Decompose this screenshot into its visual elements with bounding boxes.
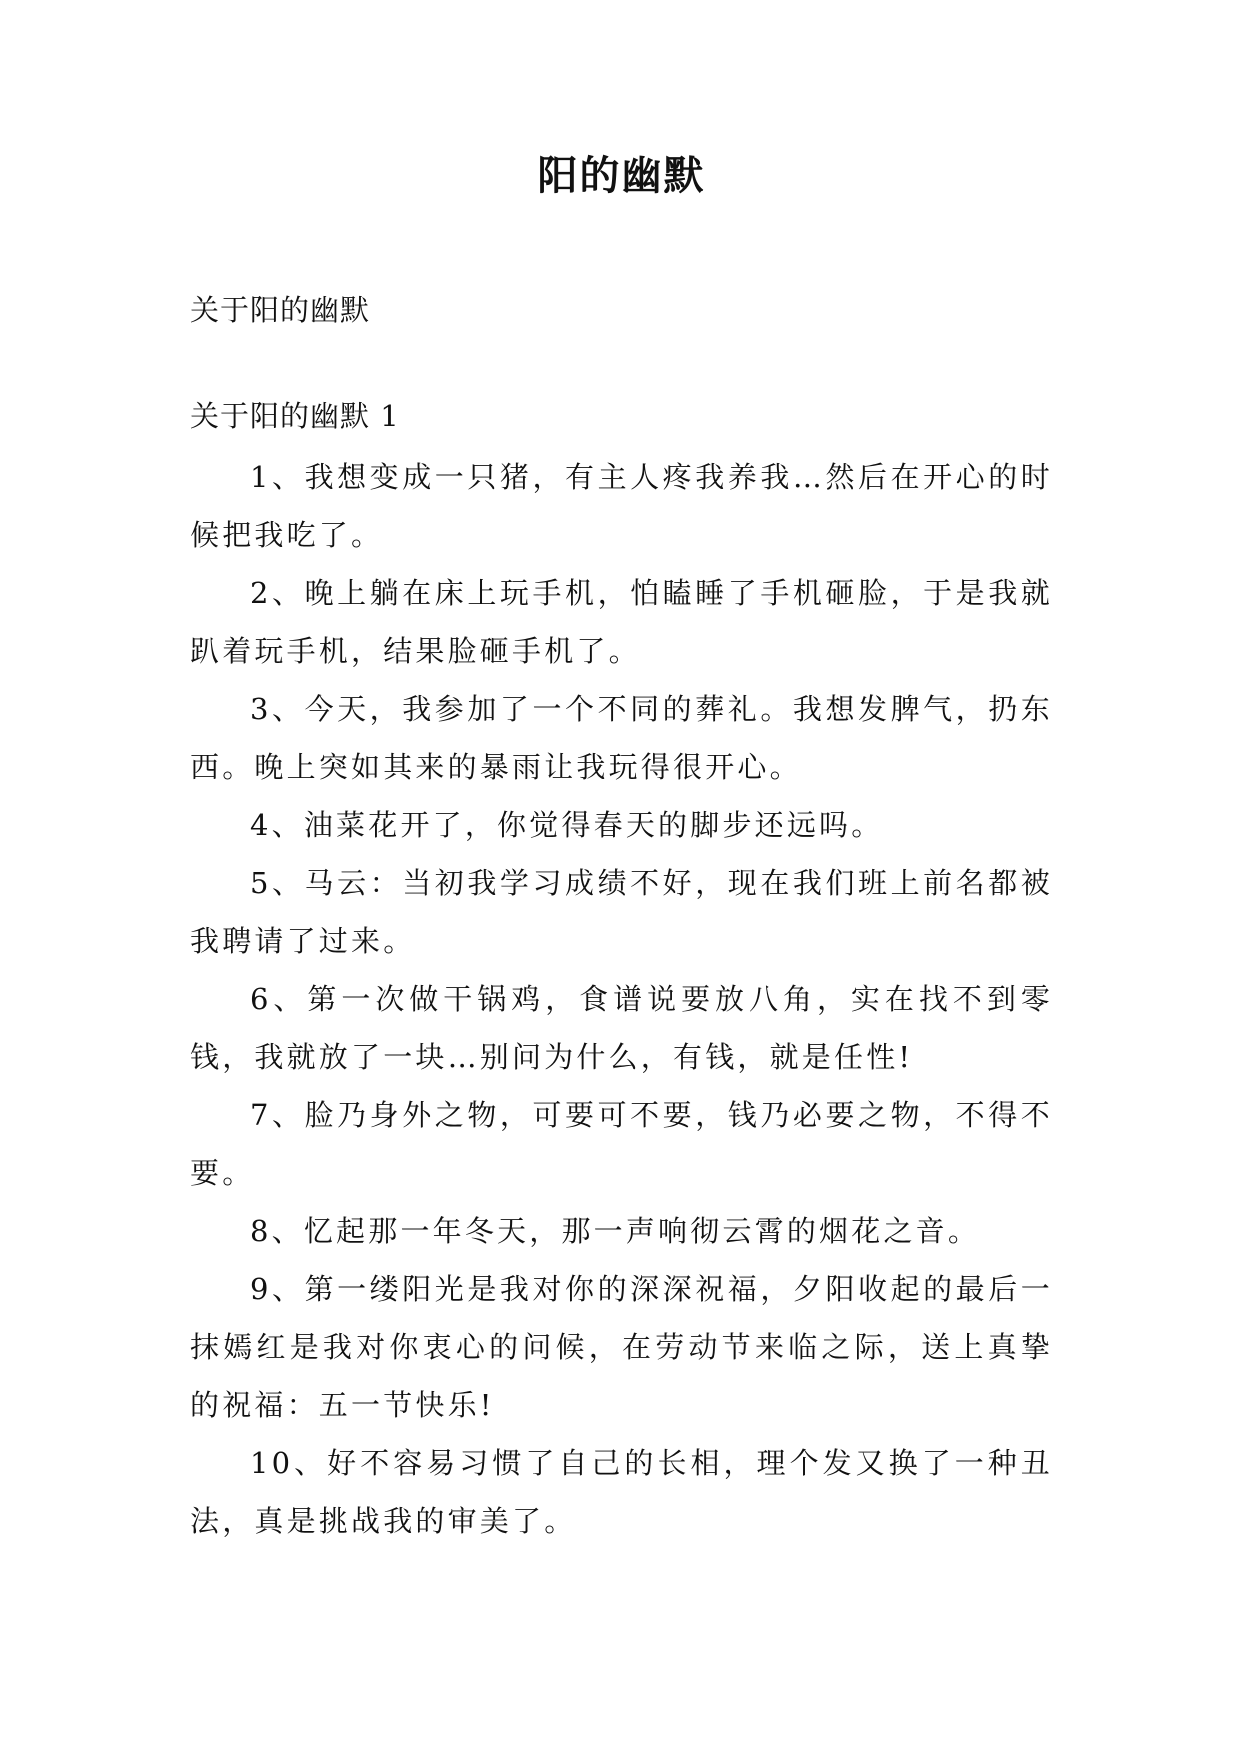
- joke-item-1: 1、我想变成一只猪，有主人疼我养我…然后在开心的时候把我吃了。: [190, 460, 1053, 552]
- document-title: 阳的幽默: [537, 152, 706, 199]
- joke-item-7: 7、脸乃身外之物，可要可不要，钱乃必要之物，不得不要。: [190, 1098, 1053, 1190]
- section-heading: 关于阳的幽默 1: [190, 399, 400, 433]
- joke-item-4: 4、油菜花开了，你觉得春天的脚步还远吗。: [250, 808, 884, 842]
- joke-list: [190, 448, 1053, 1550]
- joke-item-9: 9、第一缕阳光是我对你的深深祝福，夕阳收起的最后一抹嫣红是我对你衷心的问候，在劳动节来临之际，送上真挚的祝福：五一节快乐!: [190, 1272, 1053, 1422]
- joke-item-6: 6、第一次做干锅鸡，食谱说要放八角，实在找不到零钱，我就放了一块…别问为什么，有钱，就是任性!: [190, 982, 1053, 1074]
- joke-item-10: 10、好不容易习惯了自己的长相，理个发又换了一种丑法，真是挑战我的审美了。: [190, 1446, 1053, 1538]
- joke-item-5: 5、马云：当初我学习成绩不好，现在我们班上前名都被我聘请了过来。: [190, 866, 1053, 958]
- joke-item-2: 2、晚上躺在床上玩手机，怕瞌睡了手机砸脸，于是我就趴着玩手机，结果脸砸手机了。: [190, 576, 1053, 668]
- joke-item-8: 8、忆起那一年冬天，那一声响彻云霄的烟花之音。: [250, 1214, 981, 1248]
- joke-item-3: 3、今天，我参加了一个不同的葬礼。我想发脾气，扔东西。晚上突如其来的暴雨让我玩得很开心。: [190, 692, 1053, 784]
- intro-line: 关于阳的幽默: [190, 293, 371, 327]
